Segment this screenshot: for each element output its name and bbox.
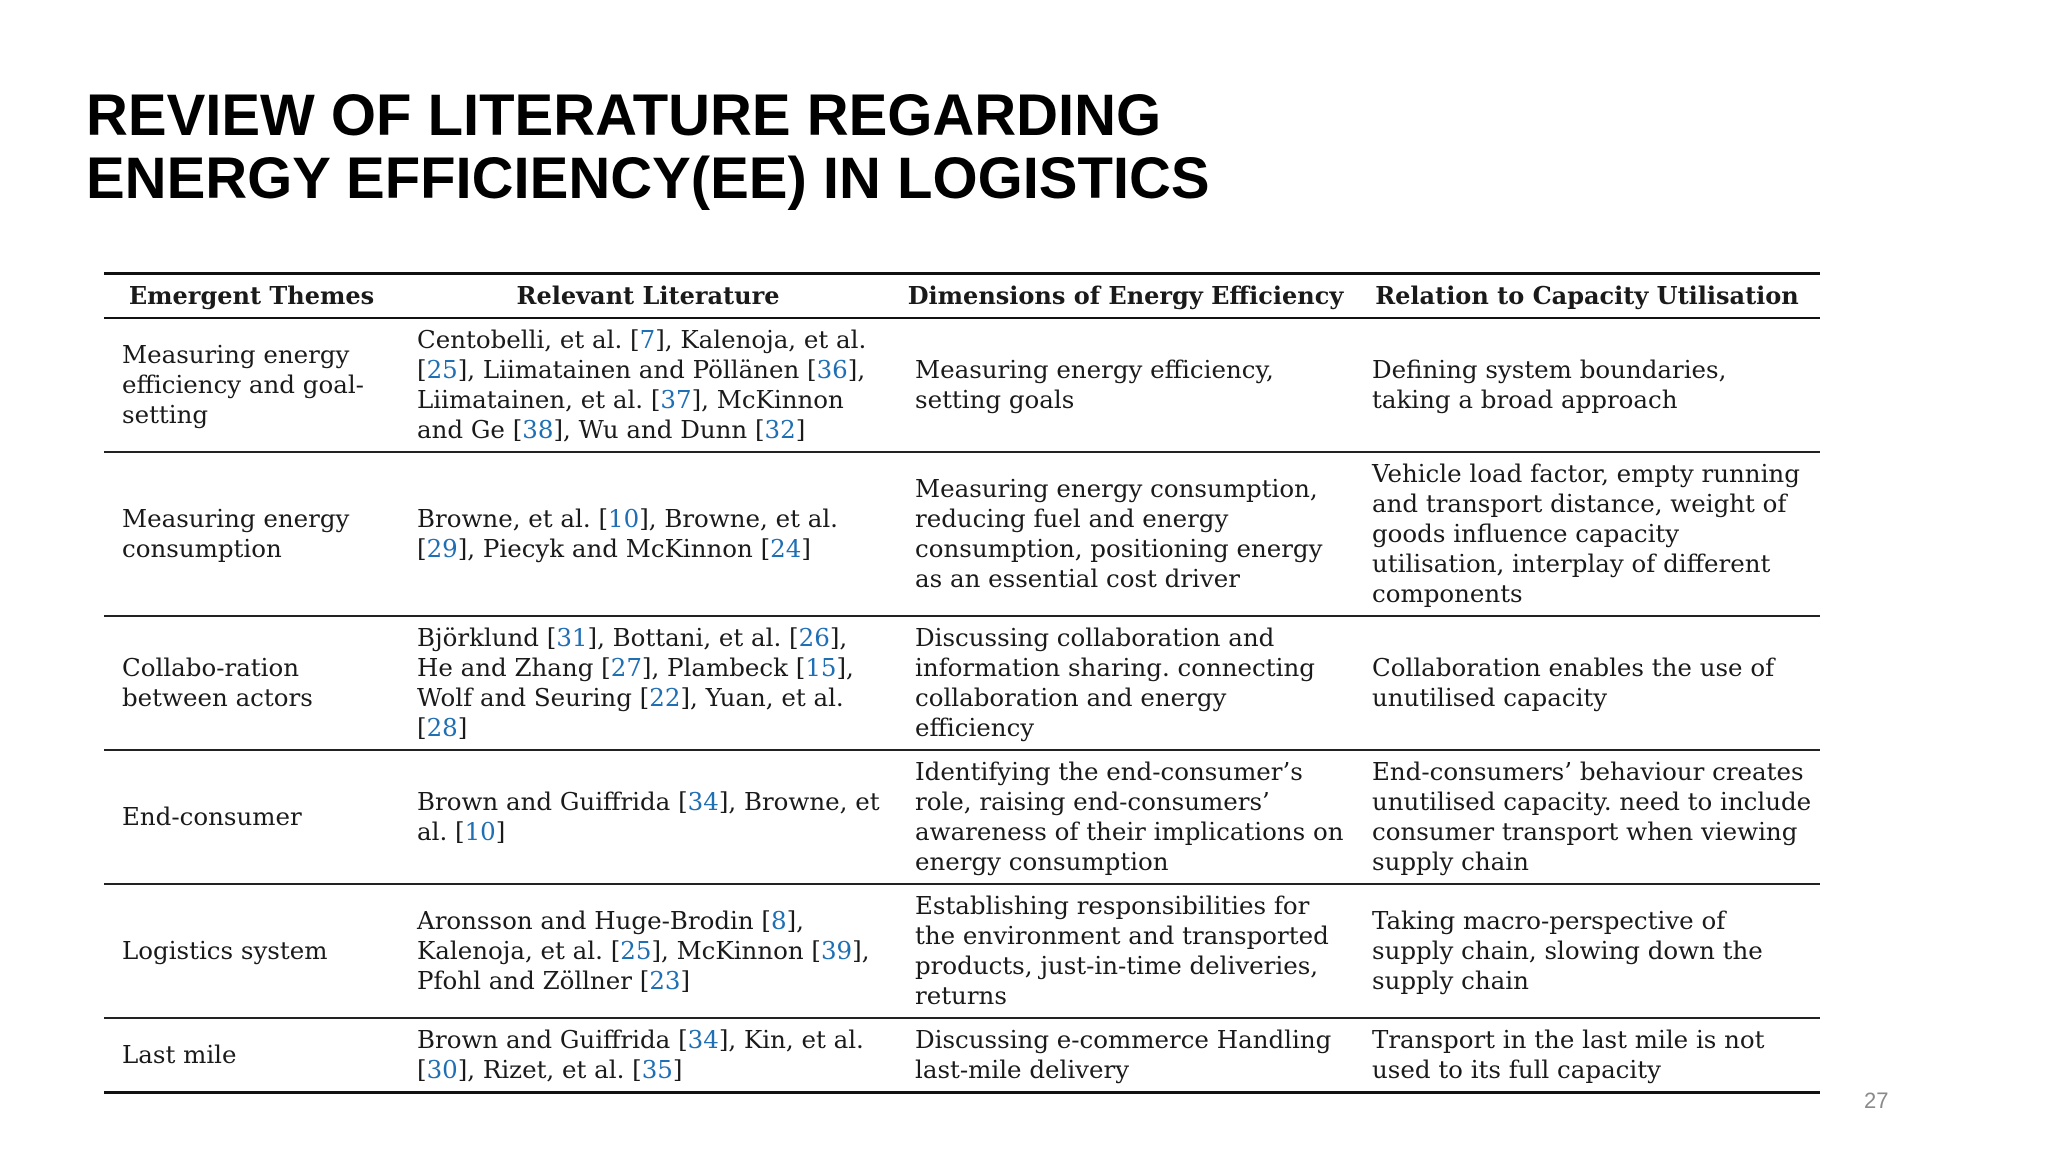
table-row <box>104 452 1820 616</box>
reference-link[interactable]: 32 <box>764 415 796 444</box>
dimensions-cell: Measuring energy consumption, reducing fuel and energy consumption, positioning energy as an essential cost driver <box>915 474 1323 593</box>
reference-link[interactable]: 7 <box>639 325 656 354</box>
literature-cell <box>399 750 897 884</box>
theme-cell: Measuring energy consumption <box>122 504 350 563</box>
literature-text: Brown and Guiffrida [ <box>417 1024 688 1054</box>
reference-link[interactable]: 10 <box>608 504 640 533</box>
literature-text: ], McKinnon [ <box>651 936 821 965</box>
literature-text: ], Rizet, et al. [ <box>457 1054 642 1084</box>
literature-cell <box>399 318 897 452</box>
relation-cell: End-consumers’ behaviour creates unutilised capacity. need to include consumer transport when viewing supply chain <box>1372 757 1812 876</box>
header-emergent-themes: Emergent Themes <box>128 281 375 310</box>
reference-link[interactable]: 34 <box>687 787 719 816</box>
relation-cell: Vehicle load factor, empty running and transport distance, weight of goods influence capacity utilisation, interplay of different components <box>1372 459 1800 608</box>
table-row <box>104 750 1820 884</box>
reference-link[interactable]: 31 <box>556 623 588 652</box>
literature-text: ], Liimatainen, et al. [ <box>417 355 866 414</box>
table-row <box>104 884 1820 1018</box>
dimensions-cell: Identifying the end-consumer’s role, raising end-consumers’ awareness of their implications on energy consumption <box>915 757 1344 876</box>
theme-cell: Logistics system <box>122 936 328 965</box>
reference-link[interactable]: 10 <box>464 817 496 846</box>
literature-text: ], McKinnon and Ge [ <box>417 385 844 444</box>
literature-text: ] <box>680 966 691 995</box>
reference-link[interactable]: 30 <box>426 1054 458 1084</box>
reference-link[interactable]: 39 <box>820 936 853 965</box>
reference-link[interactable]: 38 <box>522 415 554 444</box>
reference-link[interactable]: 27 <box>610 653 642 682</box>
header-dimensions-energy-efficiency: Dimensions of Energy Efficiency <box>907 281 1344 310</box>
literature-text: ], Yuan, et al. [ <box>417 683 844 742</box>
literature-text: Centobelli, et al. [ <box>417 325 640 354</box>
literature-text: ], Pfohl and Zöllner [ <box>417 936 870 995</box>
literature-text: ], Piecyk and McKinnon [ <box>457 534 771 563</box>
reference-link[interactable]: 23 <box>649 966 681 995</box>
reference-link[interactable]: 37 <box>660 385 692 414</box>
table-row <box>104 1018 1820 1092</box>
reference-link[interactable]: 36 <box>816 355 848 384</box>
literature-text: ], Wolf and Seuring [ <box>417 653 854 712</box>
reference-link[interactable]: 26 <box>798 623 830 652</box>
reference-link[interactable]: 34 <box>687 1024 719 1054</box>
header-relevant-literature: Relevant Literature <box>516 281 780 310</box>
header-relation-capacity-utilisation: Relation to Capacity Utilisation <box>1375 281 1799 310</box>
literature-text: ], Kalenoja, et al. [ <box>417 325 867 384</box>
reference-link[interactable]: 25 <box>426 355 458 384</box>
literature-text: ], Kin, et al. [ <box>417 1024 864 1084</box>
reference-link[interactable]: 22 <box>649 683 681 712</box>
literature-text: Brown and Guiffrida [ <box>417 787 688 816</box>
slide-title-line-2: ENERGY EFFICIENCY(EE) IN LOGISTICS <box>86 146 1210 211</box>
reference-link[interactable]: 24 <box>770 534 802 563</box>
literature-text: ], He and Zhang [ <box>417 623 848 682</box>
literature-text: ], Browne, et al. [ <box>417 504 838 563</box>
dimensions-cell: Establishing responsibilities for the environment and transported products, just-in-time deliveries, returns <box>915 891 1329 1010</box>
literature-text: Björklund [ <box>417 623 557 652</box>
literature-text: ], Liimatainen and Pöllänen [ <box>457 355 817 384</box>
theme-cell: Last mile <box>122 1039 237 1069</box>
dimensions-cell: Discussing collaboration and information sharing. connecting collaboration and energy efficiency <box>915 623 1315 742</box>
reference-link[interactable]: 35 <box>641 1054 673 1084</box>
reference-link[interactable]: 28 <box>426 713 458 742</box>
relation-cell: Taking macro-perspective of supply chain, slowing down the supply chain <box>1372 906 1763 995</box>
literature-cell <box>399 884 897 1018</box>
dimensions-cell: Measuring energy efficiency, setting goals <box>915 355 1274 414</box>
literature-text: ], Bottani, et al. [ <box>587 623 799 652</box>
relation-cell: Defining system boundaries, taking a broad approach <box>1372 355 1727 414</box>
theme-cell: Collabo-ration between actors <box>122 653 313 712</box>
dimensions-cell: Discussing e-commerce Handling last-mile delivery <box>915 1024 1332 1084</box>
literature-text: ] <box>672 1054 683 1084</box>
literature-text: ] <box>795 415 806 444</box>
literature-text: ], Wu and Dunn [ <box>553 415 765 444</box>
literature-text: ], Browne, et al. [ <box>417 787 880 846</box>
relation-cell: Collaboration enables the use of unutilised capacity <box>1372 653 1775 712</box>
theme-cell: Measuring energy efficiency and goal-setting <box>122 340 364 429</box>
slide-title <box>86 84 1586 210</box>
literature-text: Browne, et al. [ <box>417 504 608 533</box>
literature-review-table <box>104 272 1820 1094</box>
literature-cell <box>399 452 897 616</box>
page-number: 27 <box>1864 1088 1889 1113</box>
literature-text: ], Plambeck [ <box>641 653 806 682</box>
reference-link[interactable]: 29 <box>426 534 458 563</box>
table-header-row <box>104 274 1820 319</box>
literature-cell <box>399 1018 897 1092</box>
literature-text: ], Kalenoja, et al. [ <box>417 906 804 965</box>
reference-link[interactable]: 15 <box>805 653 837 682</box>
slide-title-line-1: REVIEW OF LITERATURE REGARDING <box>86 83 1162 148</box>
table-row <box>104 616 1820 750</box>
literature-text: ] <box>801 534 811 563</box>
table-row <box>104 318 1820 452</box>
reference-link[interactable]: 8 <box>770 906 787 935</box>
literature-text: Aronsson and Huge-Brodin [ <box>417 906 771 935</box>
literature-text: ] <box>457 713 468 742</box>
literature-cell <box>399 616 897 750</box>
theme-cell: End-consumer <box>122 802 302 831</box>
literature-text: ] <box>495 817 506 846</box>
relation-cell: Transport in the last mile is not used to its full capacity <box>1372 1024 1765 1084</box>
reference-link[interactable]: 25 <box>620 936 652 965</box>
